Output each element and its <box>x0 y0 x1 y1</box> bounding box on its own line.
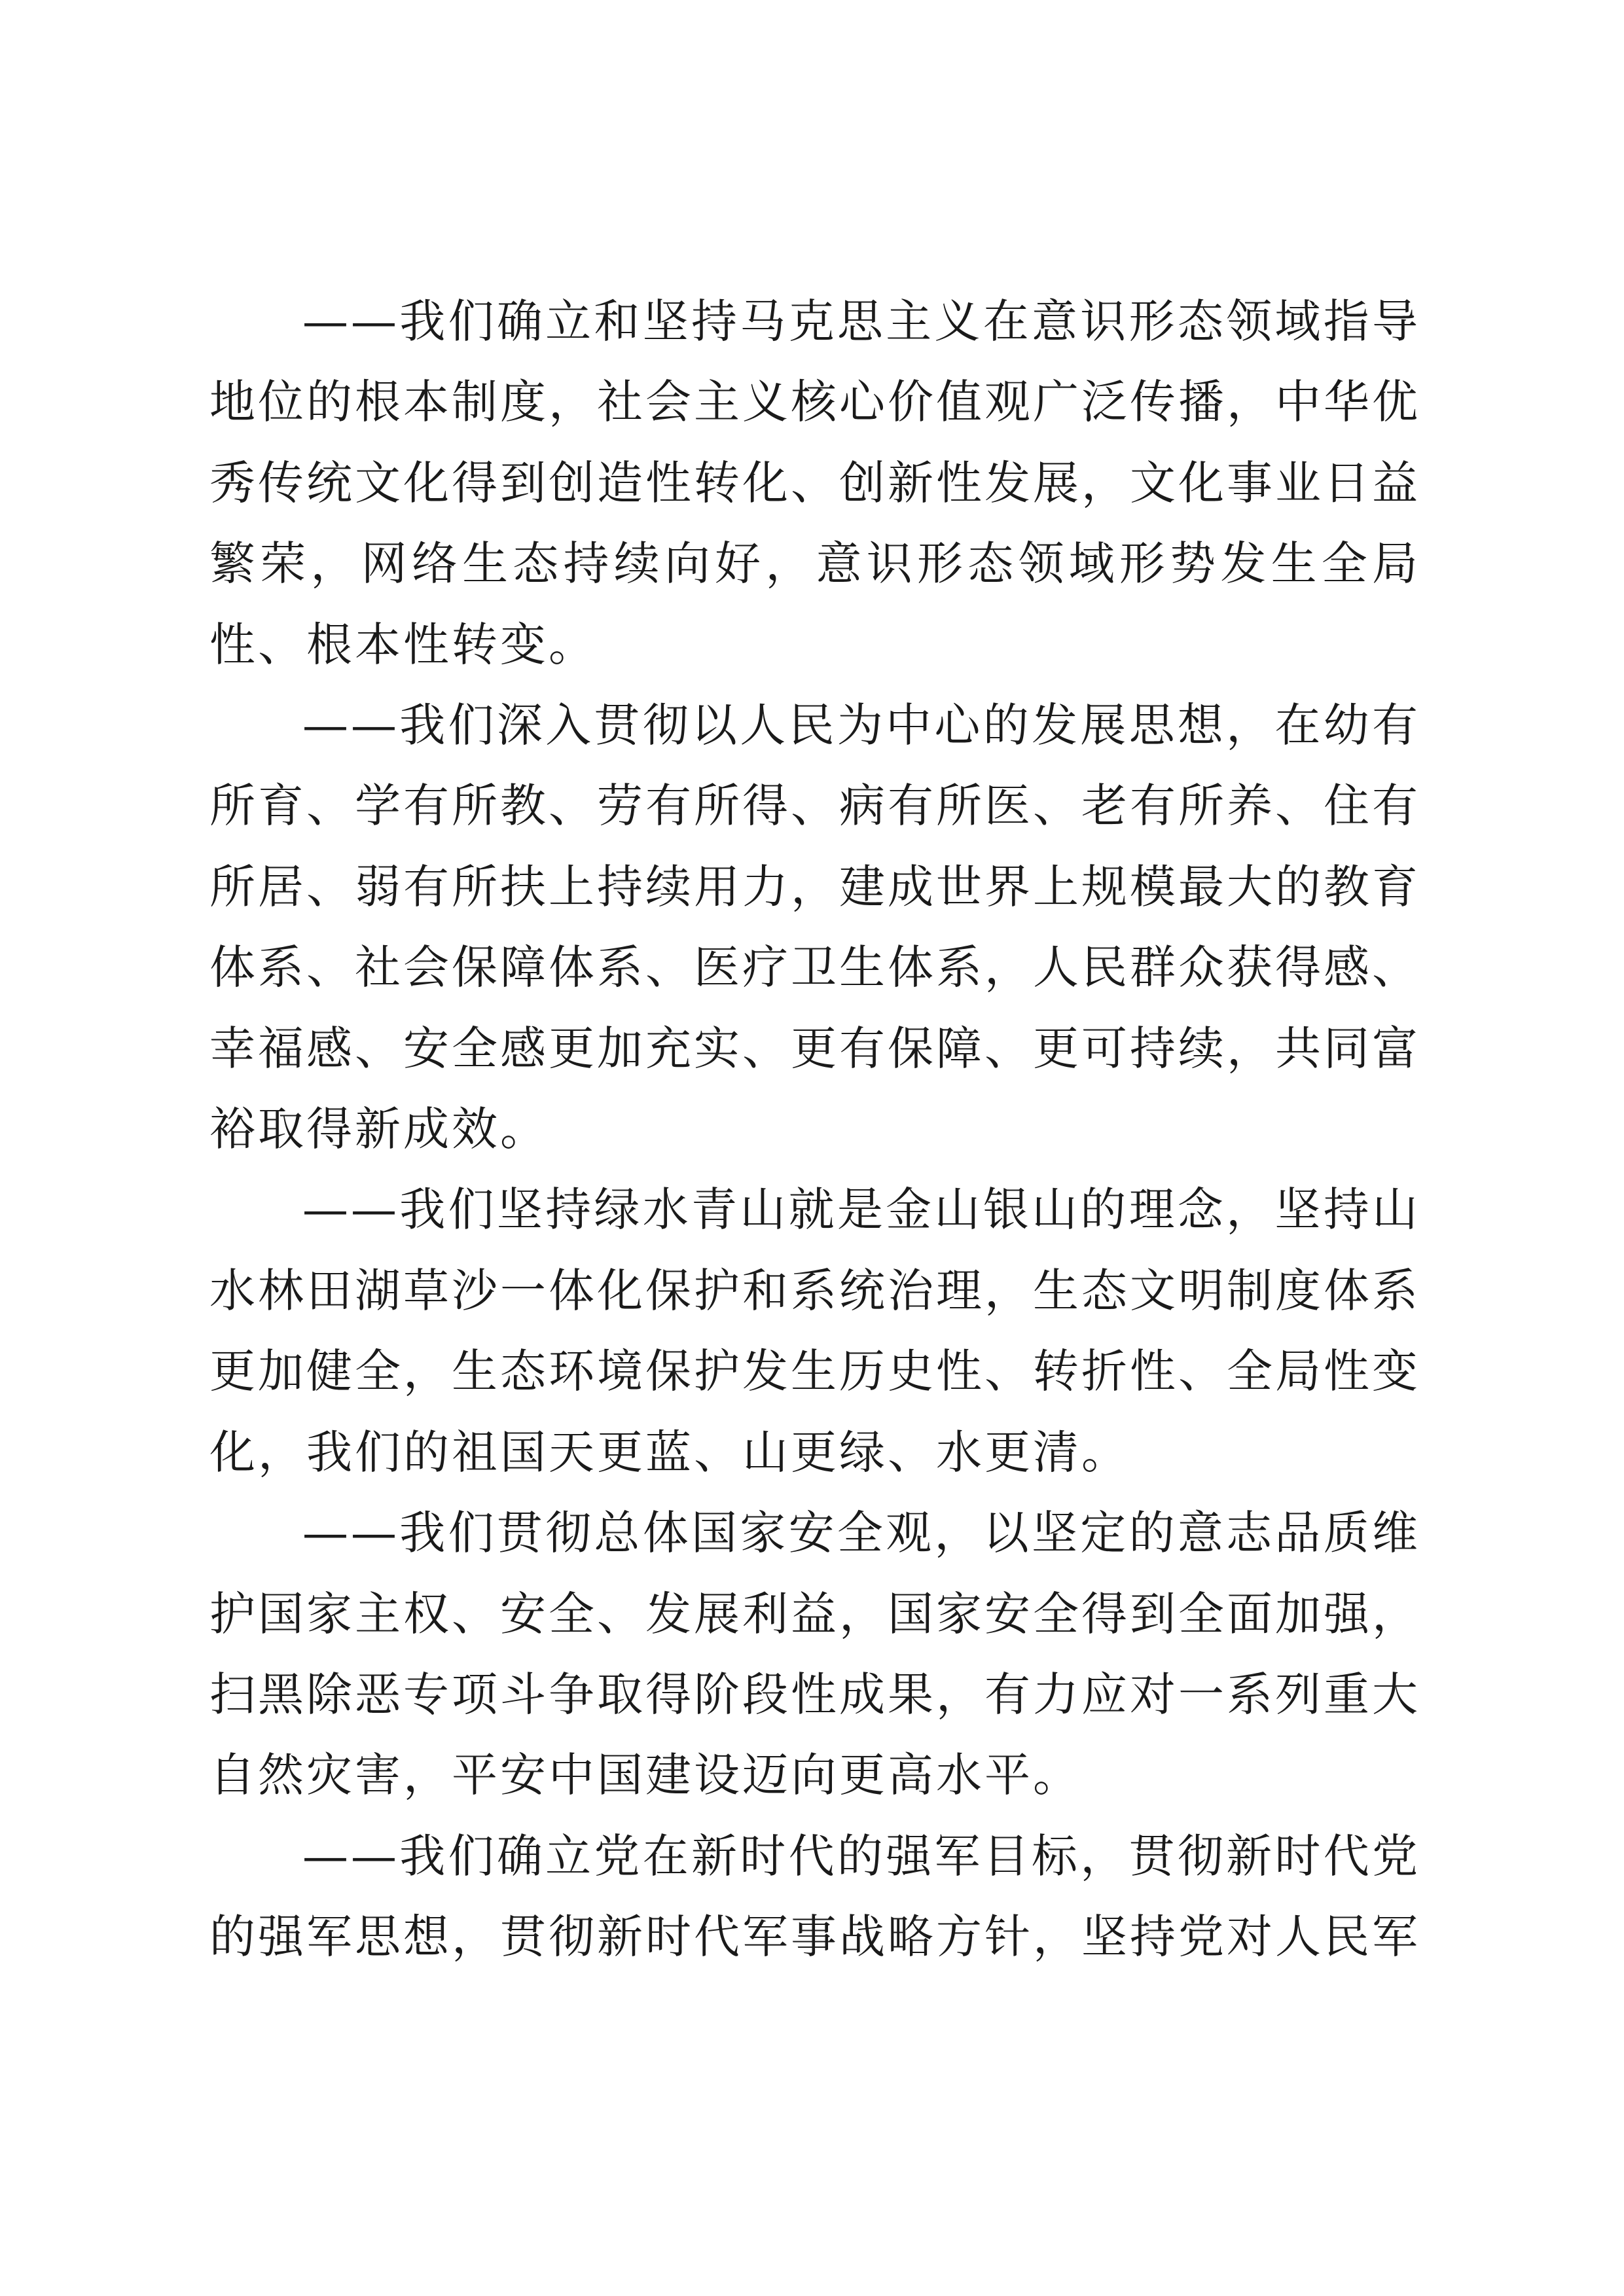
paragraph-ideology: ——我们确立和坚持马克思主义在意识形态领域指导地位的根本制度，社会主义核心价值观广泛传播，中华优秀传统文化得到创造性转化、创新性发展，文化事业日益繁荣，网络生态持续向好，意识形态领域形势发生全局性、根本性转变。 <box>209 295 1420 672</box>
body-text <box>209 281 1420 1978</box>
paragraph-people-livelihood: ——我们深入贯彻以人民为中心的发展思想，在幼有所育、学有所教、劳有所得、病有所医、老有所养、住有所居、弱有所扶上持续用力，建成世界上规模最大的教育体系、社会保障体系、医疗卫生体系，人民群众获得感、幸福感、安全感更加充实、更有保障、更可持续，共同富裕取得新成效。 <box>209 698 1420 1157</box>
paragraph-military: ——我们确立党在新时代的强军目标，贯彻新时代党的强军思想，贯彻新时代军事战略方针，坚持党对人民军 <box>209 1829 1420 1964</box>
paragraph-national-security: ——我们贯彻总体国家安全观，以坚定的意志品质维护国家主权、安全、发展利益，国家安全得到全面加强，扫黑除恶专项斗争取得阶段性成果，有力应对一系列重大自然灾害，平安中国建设迈向更高水平。 <box>209 1506 1420 1803</box>
paragraph-ecology: ——我们坚持绿水青山就是金山银山的理念，坚持山水林田湖草沙一体化保护和系统治理，生态文明制度体系更加健全，生态环境保护发生历史性、转折性、全局性变化，我们的祖国天更蓝、山更绿、水更清。 <box>209 1183 1420 1479</box>
